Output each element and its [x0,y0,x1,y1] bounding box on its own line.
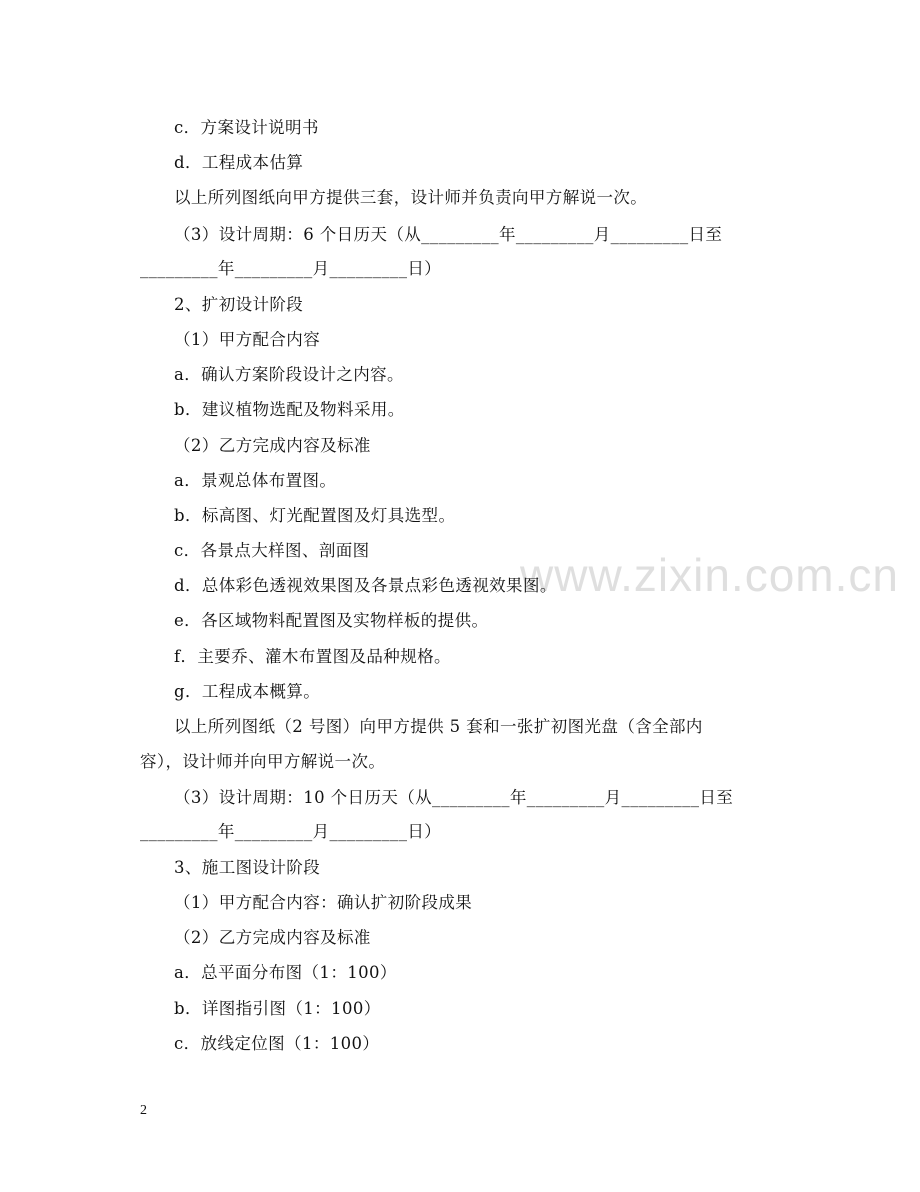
text-line: c．各景点大样图、剖面图 [174,541,370,560]
text-line: （2）乙方完成内容及标准 [174,928,371,947]
text-line: c．方案设计说明书 [174,118,319,137]
watermark: www.zixin.com.cn [520,549,899,601]
page-number: 2 [140,1103,147,1118]
text-line: b．标高图、灯光配置图及灯具选型。 [174,506,456,525]
text-line: （3）设计周期：10 个日历天（从_________年_________月_________日至 [174,788,734,807]
text-line: （1）甲方配合内容 [174,330,321,349]
text-line: e．各区域物料配置图及实物样板的提供。 [174,611,489,630]
section-heading: 3、施工图设计阶段 [174,858,321,877]
text-line: c．放线定位图（1：100） [174,1034,380,1053]
text-line: 以上所列图纸（2 号图）向甲方提供 5 套和一张扩初图光盘（含全部内 [174,717,703,736]
text-line: a．确认方案阶段设计之内容。 [174,365,404,384]
text-line: （1）甲方配合内容：确认扩初阶段成果 [174,893,473,912]
text-line: a．总平面分布图（1：100） [174,963,397,982]
text-line: b．详图指引图（1：100） [174,999,381,1018]
text-line: 以上所列图纸向甲方提供三套，设计师并负责向甲方解说一次。 [174,188,648,207]
text-line: _________年_________月_________日） [140,822,442,841]
text-line: d．总体彩色透视效果图及各景点彩色透视效果图。 [174,576,557,595]
text-line: d．工程成本估算 [174,153,304,172]
text-line: _________年_________月_________日） [140,259,442,278]
text-line: f．主要乔、灌木布置图及品种规格。 [174,647,451,666]
text-line: （3）设计周期：6 个日历天（从_________年_________月_________日至 [174,225,723,244]
text-line: b．建议植物选配及物料采用。 [174,400,405,419]
section-heading: 2、扩初设计阶段 [174,295,304,314]
text-line: g．工程成本概算。 [174,682,321,701]
text-line: （2）乙方完成内容及标准 [174,436,371,455]
text-line: a．景观总体布置图。 [174,471,337,490]
text-line: 容），设计师并向甲方解说一次。 [140,752,386,771]
